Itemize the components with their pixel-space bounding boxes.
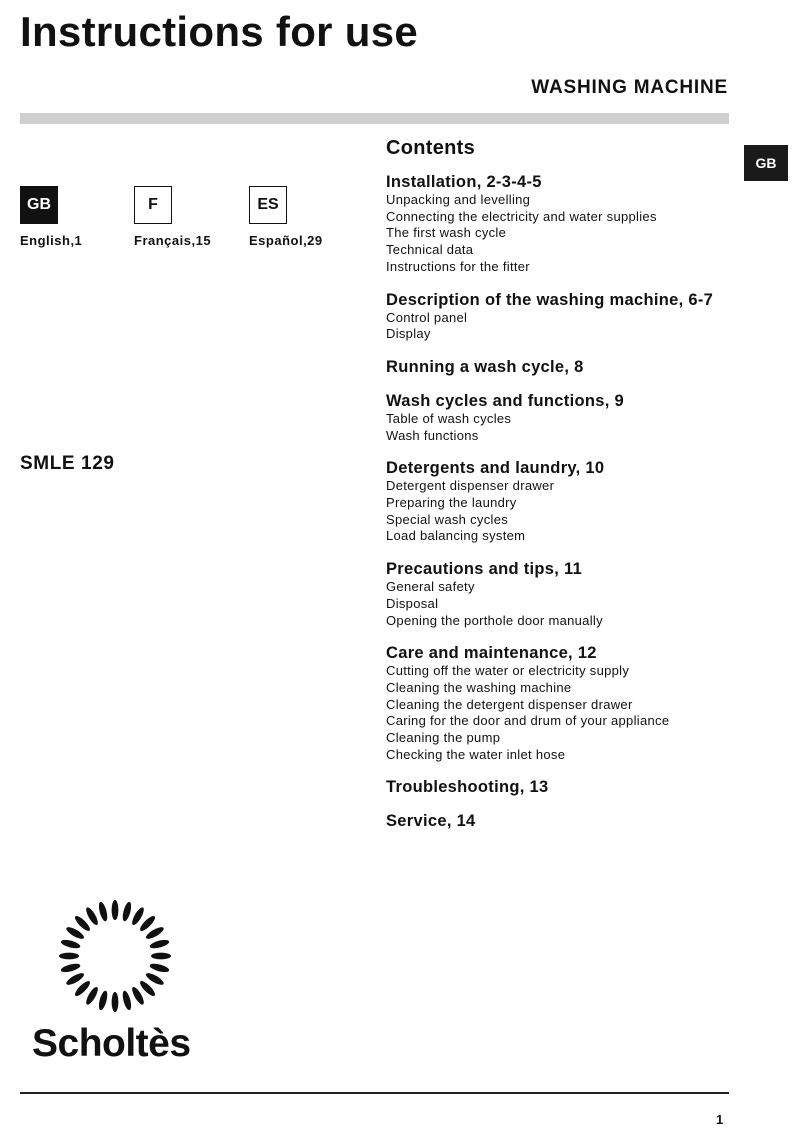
contents-subitem[interactable]: Disposal [386,595,439,611]
section-heading[interactable]: Precautions and tips, 11 [386,560,583,579]
section-subitems [386,411,736,444]
contents-subitem[interactable]: Display [386,326,431,342]
sun-ray [112,992,119,1012]
brand-name: Scholtès [32,1022,191,1065]
sun-ray [60,962,81,974]
contents-section [386,643,736,763]
language-label: Español,29 [249,233,323,248]
footer-divider [20,1092,729,1094]
contents-sections [386,172,736,831]
section-subitems [386,579,736,629]
sun-ray [60,938,81,950]
contents-subitem[interactable]: General safety [386,579,475,595]
section-subitems [386,478,736,545]
contents-subitem[interactable]: Unpacking and levelling [386,192,531,207]
language-fr[interactable] [134,186,211,248]
sun-ray [97,990,109,1011]
contents-title: Contents [386,137,476,159]
header-divider [20,113,729,124]
section-heading[interactable]: Installation, 2-3-4-5 [386,173,542,191]
section-heading[interactable]: Wash cycles and functions, 9 [386,391,624,410]
contents-subitem[interactable]: Detergent dispenser drawer [386,478,555,494]
section-heading[interactable]: Running a wash cycle, 8 [386,357,584,376]
contents-subitem[interactable]: Special wash cycles [386,511,509,527]
contents-subitem[interactable]: Checking the water inlet hose [386,746,566,762]
contents-subitem[interactable]: Connecting the electricity and water supplies [386,208,657,224]
contents-section [386,559,736,629]
language-code: GB [20,186,58,224]
section-subitems [386,310,736,343]
contents-subitem[interactable]: Caring for the door and drum of your appliance [386,713,670,729]
contents-subitem[interactable]: Cleaning the detergent dispenser drawer [386,696,633,712]
sun-ray [121,901,133,922]
language-code: ES [249,186,287,224]
language-selector [20,186,360,256]
section-subitems [386,663,736,763]
contents-section [386,458,736,545]
contents-subitem[interactable]: Table of wash cycles [386,410,512,426]
section-heading[interactable]: Detergents and laundry, 10 [386,459,605,478]
contents-section [386,811,736,831]
contents-section [386,777,736,797]
document-title: Instructions for use [20,8,419,55]
contents-subitem[interactable]: Cleaning the washing machine [386,679,572,695]
contents-subitem[interactable]: Control panel [386,309,468,325]
sun-ray [97,901,109,922]
section-subitems [386,192,736,276]
section-heading[interactable]: Care and maintenance, 12 [386,644,597,663]
contents-subitem[interactable]: The first wash cycle [386,225,507,241]
contents-subitem[interactable]: Cutting off the water or electricity supply [386,663,630,679]
product-type: WASHING MACHINE [531,77,728,98]
sun-ray [151,953,171,960]
model-number: SMLE 129 [20,453,115,474]
contents-subitem[interactable]: Preparing the laundry [386,495,517,511]
contents-section [386,290,736,343]
contents-subitem[interactable]: Cleaning the pump [386,730,501,746]
sun-ray [112,900,119,920]
language-gb[interactable] [20,186,82,248]
language-label: Français,15 [134,233,212,248]
sun-ray [59,953,79,960]
language-code: F [134,186,172,224]
contents-subitem[interactable]: Load balancing system [386,528,526,544]
sun-ray [149,938,170,950]
language-side-tab: GB [744,145,788,181]
sun-ray [121,990,133,1011]
contents-subitem[interactable]: Instructions for the fitter [386,258,530,274]
contents-section [386,172,736,276]
contents-subitem[interactable]: Wash functions [386,427,479,443]
contents-section [386,391,736,444]
section-heading[interactable]: Service, 14 [386,812,476,831]
language-label: English,1 [20,233,83,248]
contents-subitem[interactable]: Technical data [386,242,474,258]
sun-ray [149,962,170,974]
page-number: 1 [716,1112,724,1127]
contents-subitem[interactable]: Opening the porthole door manually [386,612,603,628]
brand-logo [30,898,200,1070]
section-heading[interactable]: Description of the washing machine, 6-7 [386,290,714,309]
section-heading[interactable]: Troubleshooting, 13 [386,778,549,797]
table-of-contents [386,137,736,845]
contents-section [386,357,736,377]
language-es[interactable] [249,186,323,248]
sun-burst-icon [50,898,180,1018]
